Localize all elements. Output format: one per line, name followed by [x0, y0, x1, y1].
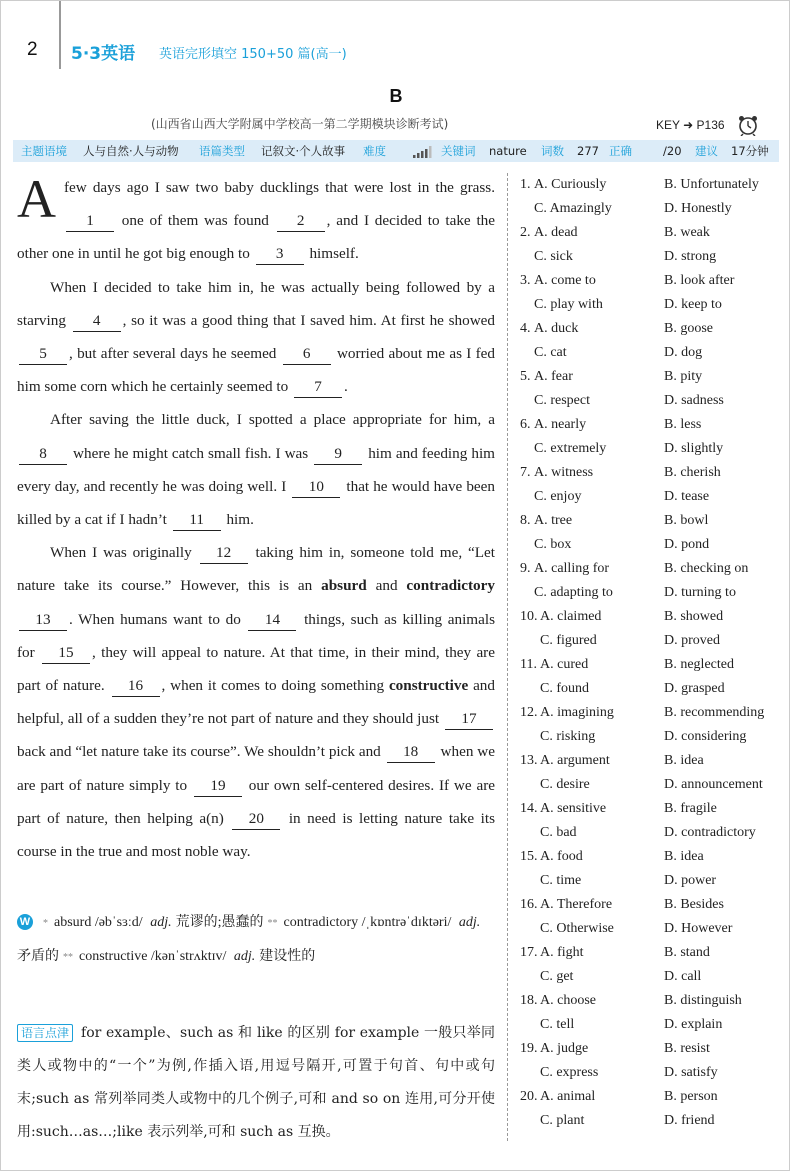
definition: 荒谬的;愚蠢的	[175, 915, 264, 930]
correct-label: 正确	[609, 144, 632, 158]
alarm-clock-icon	[737, 114, 759, 136]
option-c[interactable]: C. plant	[540, 1113, 585, 1128]
option-a[interactable]: A. fear	[534, 369, 573, 384]
option-a[interactable]: A. nearly	[534, 417, 587, 432]
option-b[interactable]: B. stand	[664, 945, 710, 960]
option-a[interactable]: A. calling for	[534, 561, 610, 576]
option-row	[518, 605, 788, 629]
option-row	[518, 1061, 788, 1085]
option-a[interactable]: A. come to	[534, 273, 596, 288]
vocab-word: contradictory	[406, 577, 495, 595]
option-d[interactable]: D. contradictory	[664, 825, 756, 840]
options-list	[518, 173, 788, 1133]
star-rating: **	[63, 952, 73, 963]
option-c[interactable]: C. bad	[540, 825, 577, 840]
option-row	[518, 893, 788, 917]
option-c[interactable]: C. desire	[540, 777, 590, 792]
option-a[interactable]: A. claimed	[540, 609, 602, 624]
option-a[interactable]: A. argument	[540, 753, 610, 768]
part-of-speech: adj.	[150, 915, 172, 930]
option-c[interactable]: C. Otherwise	[540, 921, 614, 936]
question-number: 20.	[520, 1089, 538, 1104]
passage-text: back and “let nature take its course”. We shouldn’t pick and	[17, 743, 385, 761]
option-row	[518, 965, 788, 989]
question-number: 6.	[520, 417, 531, 432]
option-row	[518, 245, 788, 269]
option-c[interactable]: C. tell	[540, 1017, 575, 1032]
question-number: 11.	[520, 657, 537, 672]
option-row	[518, 701, 788, 725]
option-row	[518, 413, 788, 437]
paragraph-4	[17, 536, 495, 868]
option-d[interactable]: D. sadness	[664, 393, 724, 408]
option-d[interactable]: D. proved	[664, 633, 720, 648]
option-row	[518, 989, 788, 1013]
option-b[interactable]: B. person	[664, 1089, 718, 1104]
brand-logo: 5·3英语	[71, 44, 136, 64]
option-row	[518, 1037, 788, 1061]
blank-13[interactable]: 13	[19, 610, 67, 631]
option-row	[518, 1013, 788, 1037]
blank-17[interactable]: 17	[445, 709, 493, 730]
option-a[interactable]: A. witness	[534, 465, 594, 480]
passage-text: . When humans want to do	[69, 610, 247, 628]
option-row	[518, 653, 788, 677]
option-row	[518, 725, 788, 749]
option-row	[518, 629, 788, 653]
vocab-word: constructive	[79, 949, 148, 964]
passage-text: , so it was a good thing that I saved him. At first he showed	[122, 311, 495, 329]
question-number: 5.	[520, 369, 531, 384]
option-a[interactable]: A. judge	[540, 1041, 589, 1056]
option-d[interactable]: D. announcement	[664, 777, 763, 792]
phonetic: /əbˈsɜːd/	[94, 915, 143, 930]
option-row	[518, 821, 788, 845]
option-row	[518, 749, 788, 773]
genre-label: 语篇类型	[199, 144, 245, 158]
option-a[interactable]: A. food	[540, 849, 583, 864]
option-row	[518, 869, 788, 893]
wordcount-value: 277	[577, 144, 599, 158]
paragraph-3	[17, 403, 495, 536]
passage-text: When I decided to take him in, he was actually being followed by a starving	[17, 278, 495, 329]
option-a[interactable]: A. tree	[534, 513, 573, 528]
star-rating: **	[267, 918, 278, 929]
option-row	[518, 917, 788, 941]
option-c[interactable]: C. figured	[540, 633, 597, 648]
option-d[interactable]: D. tease	[664, 489, 710, 504]
option-a[interactable]: A. Therefore	[540, 897, 613, 912]
option-row	[518, 509, 788, 533]
option-c[interactable]: C. extremely	[534, 441, 607, 456]
option-d[interactable]: D. strong	[664, 249, 717, 264]
definition: 矛盾的	[17, 949, 59, 964]
question-number: 17.	[520, 945, 538, 960]
passage-text: in need is letting nature take its course in the true and most noble way.	[17, 809, 495, 861]
passage-text: .	[343, 378, 348, 396]
option-c[interactable]: C. Amazingly	[534, 201, 612, 216]
star-rating: *	[43, 918, 48, 929]
passage-text: himself.	[305, 245, 359, 263]
answer-key-ref: KEY ➜ P136	[656, 118, 725, 132]
option-c[interactable]: C. time	[540, 873, 582, 888]
blank-6[interactable]: 6	[283, 344, 331, 365]
option-c[interactable]: C. express	[540, 1065, 599, 1080]
blank-12[interactable]: 12	[200, 543, 248, 564]
passage-text: our own self-centered desires. If we are part of nature, then helping a(n)	[17, 776, 495, 827]
blank-15[interactable]: 15	[42, 643, 90, 664]
option-d[interactable]: D. satisfy	[664, 1065, 718, 1080]
language-note	[17, 1017, 495, 1149]
option-row	[518, 317, 788, 341]
question-number: 13.	[520, 753, 538, 768]
option-b[interactable]: B. Besides	[664, 897, 724, 912]
option-c[interactable]: C. get	[540, 969, 574, 984]
option-b[interactable]: B. fragile	[664, 801, 717, 816]
question-number: 3.	[520, 273, 531, 288]
option-row	[518, 389, 788, 413]
blank-14[interactable]: 14	[248, 610, 296, 631]
passage-text: , but after several days he seemed	[69, 345, 281, 363]
option-a[interactable]: A. choose	[540, 993, 596, 1008]
passage-text: that he would have been killed by a cat if I hadn’t	[17, 477, 496, 529]
option-row	[518, 1109, 788, 1133]
option-row	[518, 365, 788, 389]
column-divider	[507, 173, 508, 1141]
option-d[interactable]: D. turning to	[664, 585, 736, 600]
question-number: 4.	[520, 321, 531, 336]
section-title: B	[389, 86, 403, 106]
language-note-text: for example、such as 和 like 的区别 for example 一般只举同类人或物中的“一个”为例,作插入语,用逗号隔开,可置于句首、句中或句末;such as 常列举同类人或物中的几个例子,可和 and so on 连用,可分开使用:such…as…;like 表示列举,可和 such as 互换。	[17, 1025, 495, 1140]
difficulty-label: 难度	[363, 144, 386, 158]
option-a[interactable]: A. fight	[540, 945, 584, 960]
exam-source: (山西省山西大学附属中学校高一第二学期模块诊断考试)	[151, 117, 449, 131]
option-b[interactable]: B. distinguish	[664, 993, 742, 1008]
passage-text: when we are part of nature simply to	[17, 743, 496, 794]
option-row	[518, 797, 788, 821]
passage-text: worried about me as I fed him some corn which he certainly seemed to	[17, 345, 495, 396]
passage-text: , when it comes to doing something	[161, 677, 389, 695]
option-row	[518, 269, 788, 293]
option-c[interactable]: C. enjoy	[534, 489, 582, 504]
drop-cap: A	[17, 169, 56, 229]
question-number: 8.	[520, 513, 531, 528]
blank-10[interactable]: 10	[292, 477, 340, 498]
option-c[interactable]: C. box	[534, 537, 572, 552]
blank-11[interactable]: 11	[173, 510, 221, 531]
phonetic: /ˌkɒntrəˈdɪktəri/	[361, 915, 452, 930]
option-d[interactable]: D. dog	[664, 345, 703, 360]
option-b[interactable]: B. showed	[664, 609, 724, 624]
question-number: 18.	[520, 993, 538, 1008]
wordcount-label: 词数	[541, 144, 564, 158]
option-b[interactable]: B. less	[664, 417, 702, 432]
keyword-value: nature	[489, 144, 527, 158]
option-row	[518, 461, 788, 485]
question-number: 2.	[520, 225, 531, 240]
option-d[interactable]: D. Honestly	[664, 201, 732, 216]
option-d[interactable]: D. friend	[664, 1113, 715, 1128]
option-a[interactable]: A. imagining	[540, 705, 614, 720]
option-c[interactable]: C. cat	[534, 345, 567, 360]
blank-1[interactable]: 1	[66, 211, 114, 232]
option-c[interactable]: C. respect	[534, 393, 590, 408]
vocab-word: constructive	[388, 677, 469, 695]
passage-text: taking him in, someone told me, “Let nature take its course.” However, this is an	[17, 544, 495, 595]
option-d[interactable]: D. pond	[664, 537, 710, 552]
passage	[17, 171, 495, 868]
option-a[interactable]: A. Curiously	[534, 177, 607, 192]
option-c[interactable]: C. found	[540, 681, 589, 696]
genre-value: 记叙文·个人故事	[261, 144, 346, 158]
paragraph-2	[17, 271, 495, 404]
question-number: 19.	[520, 1041, 538, 1056]
vocab-word: absurd	[321, 577, 367, 595]
option-b[interactable]: B. look after	[664, 273, 735, 288]
blank-8[interactable]: 8	[19, 444, 67, 465]
definition: 建设性的	[259, 949, 316, 964]
header-divider	[59, 1, 61, 69]
question-number: 12.	[520, 705, 538, 720]
passage-text: After saving the little duck, I spotted a place appropriate for him, a	[50, 411, 495, 429]
option-b[interactable]: B. cherish	[664, 465, 721, 480]
blank-7[interactable]: 7	[294, 377, 342, 398]
option-d[interactable]: D. However	[664, 921, 733, 936]
option-row	[518, 677, 788, 701]
suggest-value: 17分钟	[731, 144, 769, 158]
option-d[interactable]: D. slightly	[664, 441, 724, 456]
option-b[interactable]: B. idea	[664, 753, 704, 768]
option-row	[518, 557, 788, 581]
question-number: 14.	[520, 801, 538, 816]
blank-9[interactable]: 9	[314, 444, 362, 465]
option-a[interactable]: A. sensitive	[540, 801, 607, 816]
suggest-label: 建议	[695, 144, 718, 158]
passage-text: him and feeding him every day, and recently he was doing well. I	[17, 444, 495, 495]
option-a[interactable]: A. duck	[534, 321, 579, 336]
option-row	[518, 293, 788, 317]
option-d[interactable]: D. considering	[664, 729, 747, 744]
option-b[interactable]: B. neglected	[664, 657, 734, 672]
option-b[interactable]: B. weak	[664, 225, 710, 240]
blank-19[interactable]: 19	[194, 776, 242, 797]
info-bar	[13, 140, 779, 162]
option-d[interactable]: D. grasped	[664, 681, 725, 696]
option-row	[518, 941, 788, 965]
option-row	[518, 485, 788, 509]
option-c[interactable]: C. play with	[534, 297, 603, 312]
passage-text: him.	[222, 511, 254, 529]
passage-text: When I was originally	[50, 544, 198, 562]
option-row	[518, 773, 788, 797]
blank-2[interactable]: 2	[277, 211, 325, 232]
paragraph-1	[17, 171, 495, 271]
option-c[interactable]: C. sick	[534, 249, 573, 264]
question-number: 1.	[520, 177, 531, 192]
question-number: 9.	[520, 561, 531, 576]
blank-3[interactable]: 3	[256, 244, 304, 265]
option-b[interactable]: B. idea	[664, 849, 704, 864]
vocabulary-box	[17, 906, 495, 974]
part-of-speech: adj.	[233, 949, 256, 964]
option-row	[518, 221, 788, 245]
question-number: 16.	[520, 897, 538, 912]
page-header	[1, 1, 790, 73]
option-row	[518, 173, 788, 197]
language-note-tag: 语言点津	[17, 1024, 73, 1042]
passage-text: and helpful, all of a sudden they’re not part of nature and they should just	[17, 677, 495, 728]
option-a[interactable]: A. animal	[540, 1089, 596, 1104]
option-b[interactable]: B. checking on	[664, 561, 749, 576]
correct-value: /20	[663, 144, 682, 158]
question-number: 10.	[520, 609, 538, 624]
part-of-speech: adj.	[458, 915, 481, 930]
option-d[interactable]: D. explain	[664, 1017, 723, 1032]
page-number: 2	[27, 39, 38, 60]
option-b[interactable]: B. bowl	[664, 513, 709, 528]
blank-4[interactable]: 4	[73, 311, 121, 332]
option-b[interactable]: B. recommending	[664, 705, 765, 720]
option-c[interactable]: C. risking	[540, 729, 596, 744]
blank-5[interactable]: 5	[19, 344, 67, 365]
option-d[interactable]: D. call	[664, 969, 702, 984]
theme-label: 主题语境	[21, 144, 67, 158]
passage-text: , they will appeal to nature. At that time, in their mind, they are part of nature.	[17, 643, 495, 695]
vocab-word: contradictory	[283, 915, 359, 930]
option-row	[518, 533, 788, 557]
option-d[interactable]: D. keep to	[664, 297, 722, 312]
option-b[interactable]: B. Unfortunately	[664, 177, 759, 192]
option-b[interactable]: B. pity	[664, 369, 703, 384]
option-a[interactable]: A. dead	[534, 225, 578, 240]
passage-text: and	[366, 577, 407, 595]
passage-text: one of them was found	[116, 212, 275, 230]
option-c[interactable]: C. adapting to	[534, 585, 613, 600]
blank-18[interactable]: 18	[387, 742, 435, 763]
option-row	[518, 1085, 788, 1109]
passage-text: things, such as killing animals for	[17, 610, 495, 661]
question-number: 15.	[520, 849, 538, 864]
phonetic: /kənˈstrʌktɪv/	[150, 949, 227, 964]
option-row	[518, 197, 788, 221]
vocab-badge-icon: W	[17, 914, 33, 930]
option-a[interactable]: A. cured	[540, 657, 589, 672]
option-row	[518, 437, 788, 461]
option-b[interactable]: B. goose	[664, 321, 713, 336]
keyword-label: 关键词	[441, 144, 476, 158]
option-row	[518, 581, 788, 605]
passage-text: where he might catch small fish. I was	[69, 444, 313, 462]
difficulty-bars-icon	[413, 146, 433, 158]
option-row	[518, 341, 788, 365]
option-b[interactable]: B. resist	[664, 1041, 710, 1056]
blank-16[interactable]: 16	[112, 676, 160, 697]
question-number: 7.	[520, 465, 531, 480]
option-row	[518, 845, 788, 869]
blank-20[interactable]: 20	[232, 809, 280, 830]
series-title: 英语完形填空 150+50 篇(高一)	[159, 47, 347, 62]
theme-value: 人与自然·人与动物	[83, 144, 179, 158]
option-d[interactable]: D. power	[664, 873, 717, 888]
vocab-word: absurd	[54, 915, 92, 930]
passage-text: , and I decided to take the other one in until he got big enough to	[17, 212, 496, 263]
passage-text: few days ago I saw two baby ducklings that were lost in the grass.	[64, 179, 495, 196]
